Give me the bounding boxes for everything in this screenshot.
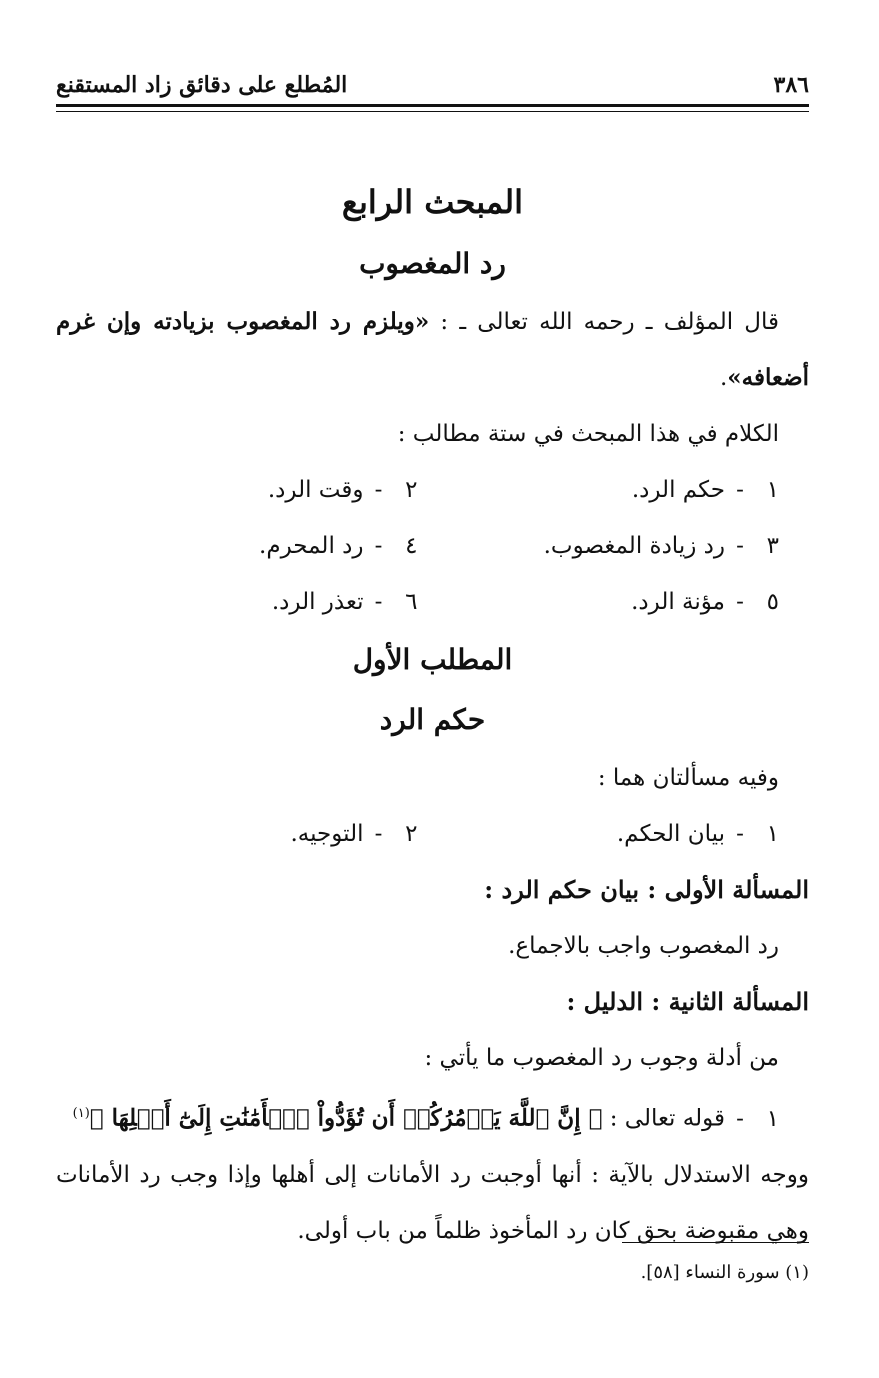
matlab-items	[56, 806, 809, 862]
topic-item: ٥-مؤنة الرد.	[631, 589, 779, 615]
matlab-subheading: حكم الرد	[379, 703, 486, 736]
section-subheading: رد المغصوب	[359, 247, 506, 280]
topic-item: ٤-رد المحرم.	[259, 533, 418, 559]
intro-paragraph	[56, 294, 809, 406]
intro-end: .	[719, 365, 728, 391]
masala-2-lead: من أدلة وجوب رد المغصوب ما يأتي :	[424, 1045, 779, 1071]
topic-item: ٦-تعذر الرد.	[271, 589, 418, 615]
matlab-item: ١-بيان الحكم.	[616, 821, 779, 847]
evidence-item: ١-قوله تعالى : ﴿ إِنَّ ٱللَّهَ يَأۡمُرُكُمۡ أَن تُؤَدُّواْ ٱلۡأَمَٰنَٰتِ إِلَىٰٓ أَهۡلِهَا ﴾$^{(١)}$	[72, 1104, 779, 1132]
intro-quote: «ويلزم رد المغصوب بزيادته وإن غرم أضعافه»	[56, 308, 809, 391]
matlab-lead: وفيه مسألتان هما :	[597, 765, 779, 791]
matlab-item: ٢-التوجيه.	[290, 821, 418, 847]
masala-2-heading: المسألة الثانية : الدليل :	[566, 987, 809, 1016]
topics-lead: الكلام في هذا المبحث في ستة مطالب :	[397, 421, 779, 447]
topic-item: ١-حكم الرد.	[631, 477, 779, 503]
page-body	[56, 170, 809, 1259]
topic-item: ٢-وقت الرد.	[267, 477, 418, 503]
matlab-heading: المطلب الأول	[352, 643, 513, 676]
section-heading: المبحث الرابع	[341, 183, 524, 221]
masala-1-heading: المسألة الأولى : بيان حكم الرد :	[484, 875, 809, 904]
page-number: ٣٨٦	[773, 72, 809, 98]
book-title: المُطلع على دقائق زاد المستقنع	[56, 72, 348, 98]
topics-list	[56, 462, 809, 630]
header-rule-thin	[56, 111, 809, 112]
footnote-rule	[622, 1242, 809, 1243]
header-rule-thick	[56, 104, 809, 107]
intro-text: قال المؤلف ـ رحمه الله تعالى ـ :	[429, 309, 779, 335]
masala-1-text: رد المغصوب واجب بالاجماع.	[508, 933, 779, 959]
topic-item: ٣-رد زيادة المغصوب.	[543, 533, 779, 559]
quran-verse: ﴿ إِنَّ ٱللَّهَ يَأۡمُرُكُمۡ أَن تُؤَدُّواْ ٱلۡأَمَٰنَٰتِ إِلَىٰٓ أَهۡلِهَا ﴾	[89, 1104, 603, 1132]
footnote: (١) سورة النساء [٥٨].	[640, 1262, 809, 1283]
evidence-explanation: ووجه الاستدلال بالآية : أنها أوجبت رد الأمانات إلى أهلها وإذا وجب رد الأمانات وهي مقبوضة بحق كان رد المأخوذ ظلماً من باب أولى.	[56, 1161, 809, 1244]
footnote-ref: (١)	[72, 1106, 90, 1121]
